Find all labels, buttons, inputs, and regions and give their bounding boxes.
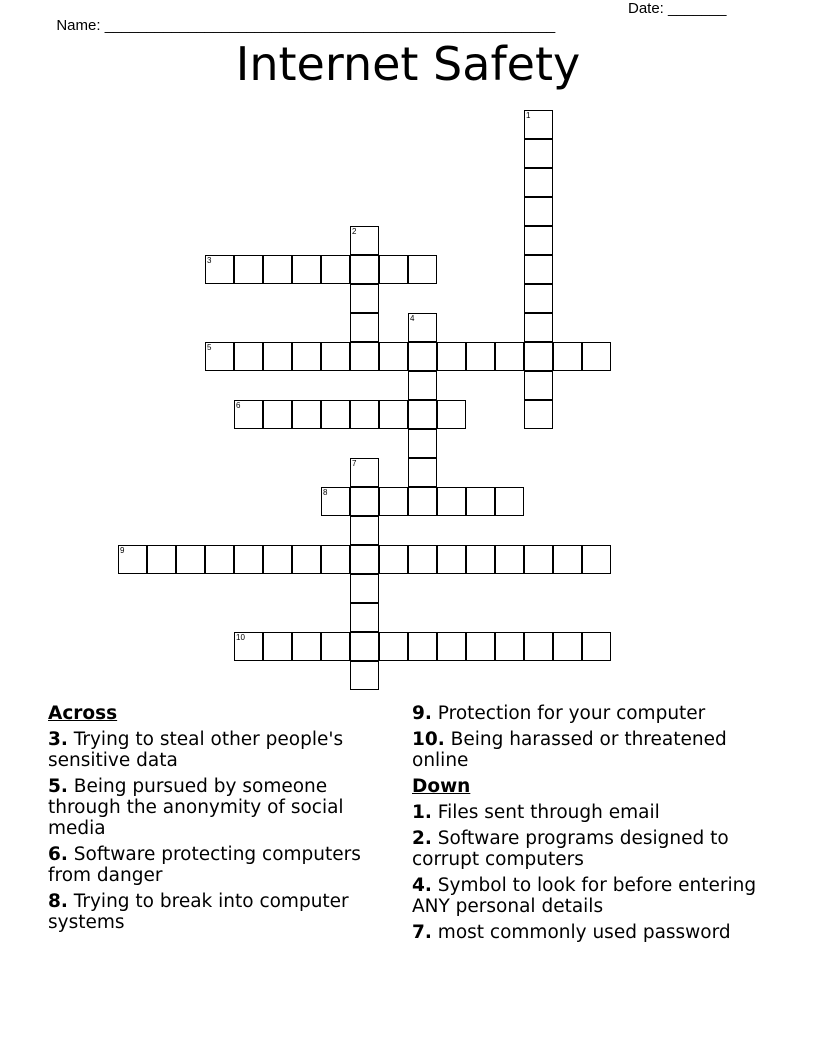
crossword-cell[interactable] <box>234 342 263 371</box>
crossword-cell[interactable] <box>350 632 379 661</box>
cell-number: 1 <box>526 111 531 120</box>
crossword-cell[interactable] <box>350 255 379 284</box>
crossword-cell[interactable] <box>234 400 263 429</box>
crossword-cell[interactable] <box>118 545 147 574</box>
crossword-cell[interactable] <box>379 487 408 516</box>
crossword-cell[interactable] <box>495 342 524 371</box>
cell-number: 10 <box>236 633 245 642</box>
across-clue <box>48 891 398 933</box>
crossword-cell[interactable] <box>524 197 553 226</box>
clue-text: Protection for your computer <box>437 703 706 724</box>
clue-text: Trying to break into computer systems <box>48 891 349 933</box>
clue-text: most commonly used password <box>437 922 731 943</box>
crossword-cell[interactable] <box>524 371 553 400</box>
crossword-cell[interactable] <box>350 284 379 313</box>
crossword-cell[interactable] <box>292 632 321 661</box>
clue-text: Files sent through email <box>437 802 660 823</box>
down-clue <box>412 875 762 917</box>
crossword-cell[interactable] <box>379 400 408 429</box>
across-heading: Across <box>48 703 118 724</box>
clues-right-column <box>412 703 762 948</box>
clue-number: 1. <box>412 802 432 823</box>
clue-text: Software protecting computers from danger <box>48 844 361 886</box>
crossword-cell[interactable] <box>466 632 495 661</box>
across-clue <box>412 729 762 771</box>
cell-number: 8 <box>323 488 328 497</box>
clue-number: 8. <box>48 891 68 912</box>
across-clue <box>48 844 398 886</box>
crossword-cell[interactable] <box>408 632 437 661</box>
crossword-cell[interactable] <box>263 342 292 371</box>
crossword-cell[interactable] <box>524 168 553 197</box>
cell-number: 3 <box>207 256 212 265</box>
crossword-cell[interactable] <box>524 226 553 255</box>
crossword-cell[interactable] <box>524 284 553 313</box>
crossword-cell[interactable] <box>524 139 553 168</box>
crossword-cell[interactable] <box>379 632 408 661</box>
date-field-label: Date: _______ <box>628 0 727 17</box>
crossword-cell[interactable] <box>234 255 263 284</box>
crossword-cell[interactable] <box>408 255 437 284</box>
crossword-cell[interactable] <box>292 400 321 429</box>
cell-number: 4 <box>410 314 415 323</box>
crossword-cell[interactable] <box>553 632 582 661</box>
crossword-cell[interactable] <box>437 487 466 516</box>
clue-text: Being harassed or threatened online <box>412 729 727 771</box>
cell-number: 5 <box>207 343 212 352</box>
crossword-cell[interactable] <box>234 545 263 574</box>
crossword-cell[interactable] <box>350 226 379 255</box>
crossword-cell[interactable] <box>437 342 466 371</box>
crossword-cell[interactable] <box>408 400 437 429</box>
crossword-cell[interactable] <box>292 255 321 284</box>
crossword-cell[interactable] <box>524 110 553 139</box>
crossword-cell[interactable] <box>408 545 437 574</box>
crossword-cell[interactable] <box>437 545 466 574</box>
crossword-cell[interactable] <box>350 516 379 545</box>
cell-number: 9 <box>120 546 125 555</box>
crossword-cell[interactable] <box>582 545 611 574</box>
crossword-cell[interactable] <box>408 429 437 458</box>
crossword-cell[interactable] <box>263 400 292 429</box>
down-heading: Down <box>412 776 471 797</box>
crossword-cell[interactable] <box>263 545 292 574</box>
crossword-cell[interactable] <box>350 661 379 690</box>
crossword-cell[interactable] <box>553 545 582 574</box>
crossword-cell[interactable] <box>408 342 437 371</box>
crossword-cell[interactable] <box>205 255 234 284</box>
across-clue <box>412 703 762 724</box>
crossword-cell[interactable] <box>524 342 553 371</box>
crossword-cell[interactable] <box>524 545 553 574</box>
crossword-cell[interactable] <box>466 487 495 516</box>
crossword-cell[interactable] <box>292 545 321 574</box>
cell-number: 2 <box>352 227 357 236</box>
crossword-cell[interactable] <box>495 545 524 574</box>
clues-left-column <box>48 703 398 938</box>
crossword-cell[interactable] <box>379 545 408 574</box>
clue-number: 7. <box>412 922 432 943</box>
crossword-cell[interactable] <box>524 632 553 661</box>
clue-number: 3. <box>48 729 68 750</box>
down-clue <box>412 922 762 943</box>
clue-number: 2. <box>412 828 432 849</box>
cell-number: 7 <box>352 459 357 468</box>
crossword-cell[interactable] <box>408 458 437 487</box>
crossword-cell[interactable] <box>321 632 350 661</box>
crossword-cell[interactable] <box>495 632 524 661</box>
crossword-cell[interactable] <box>205 545 234 574</box>
clue-number: 6. <box>48 844 68 865</box>
crossword-cell[interactable] <box>408 487 437 516</box>
crossword-cell[interactable] <box>205 342 234 371</box>
crossword-cell[interactable] <box>263 632 292 661</box>
clue-number: 9. <box>412 703 432 724</box>
crossword-cell[interactable] <box>495 487 524 516</box>
clue-number: 5. <box>48 776 68 797</box>
crossword-cell[interactable] <box>321 487 350 516</box>
crossword-cell[interactable] <box>321 545 350 574</box>
cell-number: 6 <box>236 401 241 410</box>
crossword-cell[interactable] <box>234 632 263 661</box>
across-clue <box>48 776 398 839</box>
down-clue <box>412 828 762 870</box>
crossword-cell[interactable] <box>437 632 466 661</box>
crossword-cell[interactable] <box>350 313 379 342</box>
page-title: Internet Safety <box>235 37 581 91</box>
name-field-label: Name: ______________________________________________________ <box>56 17 556 34</box>
clue-text: Trying to steal other people's sensitive data <box>48 729 344 771</box>
crossword-cell[interactable] <box>350 400 379 429</box>
crossword-cell[interactable] <box>379 255 408 284</box>
down-clue <box>412 802 762 823</box>
crossword-cell[interactable] <box>553 342 582 371</box>
crossword-cell[interactable] <box>350 487 379 516</box>
crossword-cell[interactable] <box>379 342 408 371</box>
crossword-cell[interactable] <box>437 400 466 429</box>
clue-text: Software programs designed to corrupt computers <box>412 828 729 870</box>
crossword-cell[interactable] <box>321 400 350 429</box>
crossword-cell[interactable] <box>524 400 553 429</box>
crossword-cell[interactable] <box>350 458 379 487</box>
clue-text: Being pursued by someone through the anonymity of social media <box>48 776 344 839</box>
crossword-cell[interactable] <box>263 255 292 284</box>
crossword-cell[interactable] <box>408 313 437 342</box>
crossword-cell[interactable] <box>466 342 495 371</box>
crossword-cell[interactable] <box>350 342 379 371</box>
crossword-cell[interactable] <box>321 255 350 284</box>
crossword-cell[interactable] <box>350 603 379 632</box>
clue-text: Symbol to look for before entering ANY personal details <box>412 875 757 917</box>
crossword-cell[interactable] <box>466 545 495 574</box>
crossword-cell[interactable] <box>147 545 176 574</box>
crossword-cell[interactable] <box>524 255 553 284</box>
clue-number: 10. <box>412 729 445 750</box>
crossword-cell[interactable] <box>582 632 611 661</box>
crossword-cell[interactable] <box>292 342 321 371</box>
crossword-cell[interactable] <box>524 313 553 342</box>
crossword-cell[interactable] <box>176 545 205 574</box>
crossword-cell[interactable] <box>408 371 437 400</box>
crossword-cell[interactable] <box>350 574 379 603</box>
across-clue <box>48 729 398 771</box>
clue-number: 4. <box>412 875 432 896</box>
crossword-cell[interactable] <box>582 342 611 371</box>
crossword-cell[interactable] <box>350 545 379 574</box>
crossword-cell[interactable] <box>321 342 350 371</box>
